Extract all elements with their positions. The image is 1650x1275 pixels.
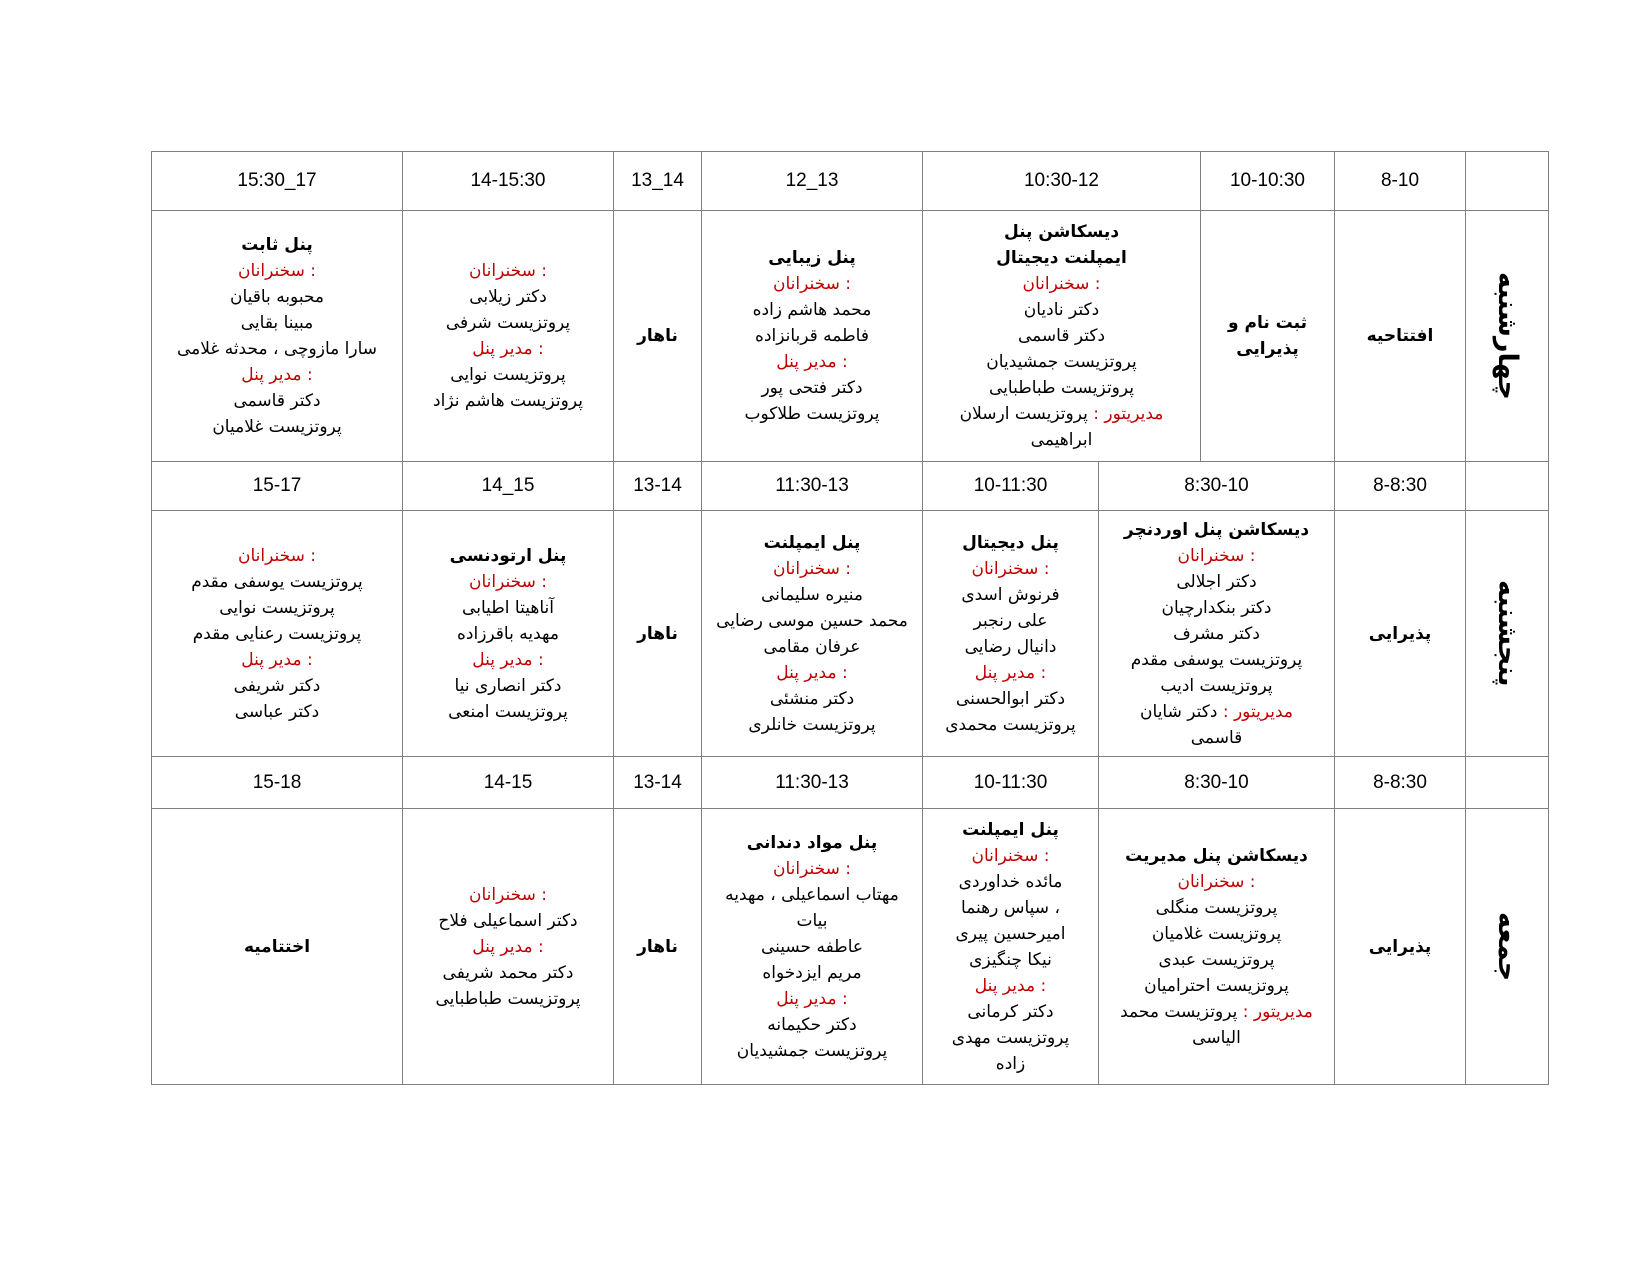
session-cell xyxy=(1098,510,1335,757)
time-header-cell xyxy=(701,461,923,511)
session-cell xyxy=(922,210,1201,462)
session-cell xyxy=(1334,210,1466,462)
speaker-name: مهدیه باقرزاده xyxy=(457,623,559,644)
time-header-cell xyxy=(402,461,614,511)
speakers-label: سخنرانان : xyxy=(773,274,851,294)
speaker-name: عرفان مقامی xyxy=(763,636,861,657)
time-label: 12_13 xyxy=(785,170,839,191)
session-title: ناهار xyxy=(637,326,678,346)
speaker-name: نیکا چنگیزی xyxy=(969,949,1052,970)
panel-manager-label: مدیر پنل : xyxy=(776,662,848,683)
session-cell xyxy=(613,808,702,1085)
speakers-label: سخنرانان : xyxy=(971,845,1050,866)
panel-manager-name: پروتزیست غلامیان xyxy=(212,417,342,437)
session-cell xyxy=(922,808,1099,1085)
time-header-cell xyxy=(151,756,403,809)
panel-manager-name: پروتزیست هاشم نژاد xyxy=(433,391,583,411)
time-header-cell xyxy=(151,461,403,511)
speaker-name: دکتر اجلالی xyxy=(1176,571,1257,592)
session-cell xyxy=(1200,210,1335,462)
speakers-label: سخنرانان : xyxy=(469,261,547,281)
session-title: ایمپلنت دیجیتال xyxy=(996,248,1127,268)
session-title: پنل ایمپلنت xyxy=(962,819,1059,840)
speakers-label: سخنرانان : xyxy=(469,884,547,905)
session-title: پذیرایی xyxy=(1236,339,1299,359)
session-title: پنل ارتودنسی xyxy=(449,545,567,566)
session-cell xyxy=(922,510,1099,757)
moderator-label: مدیریتور : xyxy=(1093,404,1164,424)
speaker-name: دکتر بنکدارچیان xyxy=(1161,597,1272,618)
session-cell xyxy=(1334,510,1466,757)
panel-manager-name: دکتر انصاری نیا xyxy=(454,675,562,696)
time-label: 14-15:30 xyxy=(470,170,546,191)
time-header-cell xyxy=(1098,756,1335,809)
moderator-line xyxy=(1140,699,1293,725)
session-title: ناهار xyxy=(637,936,678,957)
session-title: دیسکاشن پنل اوردنچر xyxy=(1123,519,1310,540)
speaker-name: پروتزیست رعنایی مقدم xyxy=(192,623,362,644)
speakers-label: سخنرانان : xyxy=(1177,871,1256,892)
time-label: 8-10 xyxy=(1380,170,1420,191)
time-label: 13_14 xyxy=(631,170,684,191)
session-cell xyxy=(151,808,403,1085)
speaker-name: پروتزیست ادیب xyxy=(1160,675,1273,696)
panel-manager-name: دکتر عباسی xyxy=(234,701,320,722)
panel-manager-name: دکتر ابوالحسنی xyxy=(955,688,1066,709)
speaker-name: دانیال رضایی xyxy=(964,636,1057,657)
time-label: 8-8:30 xyxy=(1373,771,1427,793)
moderator-label: مدیریتور : xyxy=(1242,1001,1313,1022)
speaker-name: پروتزیست احترامیان xyxy=(1144,975,1289,996)
speaker-name: دکتر زیلابی xyxy=(469,287,547,307)
speakers-label: سخنرانان : xyxy=(1022,274,1101,294)
panel-manager-label: مدیر پنل : xyxy=(241,649,313,670)
panel-manager-name: پروتزیست امنعی xyxy=(448,701,568,722)
time-header-cell xyxy=(613,151,702,211)
time-header-cell xyxy=(1334,151,1466,211)
time-header-cell xyxy=(613,461,702,511)
time-header-cell xyxy=(151,151,403,211)
session-cell xyxy=(402,510,614,757)
session-cell xyxy=(701,808,923,1085)
time-label: 14_15 xyxy=(481,475,535,496)
session-title: پذیرایی xyxy=(1368,623,1432,644)
time-header-cell xyxy=(1098,461,1335,511)
session-title: پنل ایمپلنت xyxy=(763,532,861,553)
speaker-name: پروتزیست نوایی xyxy=(219,597,335,618)
session-cell xyxy=(402,210,614,462)
moderator-name: پروتزیست محمد xyxy=(1120,1001,1238,1022)
speaker-name: پروتزیست غلامیان xyxy=(1151,923,1282,944)
time-label: 10-11:30 xyxy=(973,771,1048,793)
panel-manager-name: دکتر فتحی پور xyxy=(761,378,863,398)
speaker-name: دکتر نادیان xyxy=(1023,300,1100,320)
day-cell xyxy=(1465,808,1549,1085)
panel-manager-name: دکتر محمد شریفی xyxy=(442,962,574,983)
session-cell xyxy=(151,510,403,757)
panel-manager-label: مدیر پنل : xyxy=(776,988,848,1009)
panel-manager-name: پروتزیست خانلری xyxy=(748,714,876,735)
moderator-name: ابراهیمی xyxy=(1030,430,1093,450)
panel-manager-label: مدیر پنل : xyxy=(472,936,544,957)
time-header-cell xyxy=(922,461,1099,511)
time-label: 13-14 xyxy=(633,771,682,793)
speaker-name: فرنوش اسدی xyxy=(961,584,1060,605)
time-label: 13-14 xyxy=(633,475,682,496)
panel-manager-label: مدیر پنل : xyxy=(472,339,544,359)
session-cell xyxy=(402,808,614,1085)
session-title: پذیرایی xyxy=(1368,936,1432,957)
session-title: دیسکاشن پنل مدیریت xyxy=(1125,845,1308,866)
speaker-name: مریم ایزدخواه xyxy=(762,962,862,983)
speaker-name: پروتزیست طباطبایی xyxy=(988,378,1134,398)
panel-manager-label: مدیر پنل : xyxy=(472,649,544,670)
time-label: 15:30_17 xyxy=(237,170,317,191)
speaker-name: علی رنجبر xyxy=(973,610,1048,631)
speakers-label: سخنرانان : xyxy=(469,571,547,592)
speaker-name: فاطمه قربانزاده xyxy=(755,326,869,346)
panel-manager-name: پروتزیست مهدی xyxy=(951,1027,1070,1048)
time-header-cell xyxy=(402,756,614,809)
speaker-name: عاطفه حسینی xyxy=(760,936,864,957)
session-cell xyxy=(1334,808,1466,1085)
speakers-label: سخنرانان : xyxy=(971,558,1050,579)
day-header-blank xyxy=(1465,756,1549,809)
time-header-cell xyxy=(922,756,1099,809)
time-header-cell xyxy=(402,151,614,211)
day-header-blank xyxy=(1465,151,1549,211)
time-label: 8-8:30 xyxy=(1373,475,1427,496)
time-header-cell xyxy=(1334,461,1466,511)
panel-manager-name: پروتزیست محمدی xyxy=(945,714,1076,735)
panel-manager-name: دکتر کرمانی xyxy=(967,1001,1054,1022)
session-cell xyxy=(1098,808,1335,1085)
speaker-name: دکتر مشرف xyxy=(1173,623,1260,644)
day-label: جمعه xyxy=(1492,911,1523,982)
time-label: 11:30-13 xyxy=(775,475,849,496)
session-title: ناهار xyxy=(637,623,678,644)
day-label: چهارشنبه xyxy=(1492,272,1523,400)
day-cell xyxy=(1465,510,1549,757)
speaker-name: مبینا بقایی xyxy=(240,313,314,333)
time-label: 11:30-13 xyxy=(775,771,849,793)
time-label: 10-11:30 xyxy=(973,475,1048,496)
panel-manager-name: دکتر شریفی xyxy=(233,675,321,696)
panel-manager-name: پروتزیست طباطبایی xyxy=(435,988,581,1009)
panel-manager-name: پروتزیست جمشیدیان xyxy=(736,1040,888,1061)
moderator-name: الیاسی xyxy=(1192,1027,1241,1048)
speakers-label: سخنرانان : xyxy=(238,261,316,281)
panel-manager-name: پروتزیست نوایی xyxy=(450,365,566,385)
panel-manager-name: پروتزیست طلاکوب xyxy=(744,404,880,424)
day-cell xyxy=(1465,210,1549,462)
speakers-label: سخنرانان : xyxy=(773,858,851,879)
moderator-name: قاسمی xyxy=(1190,727,1243,748)
time-label: 10:30-12 xyxy=(1023,170,1099,191)
time-label: 8:30-10 xyxy=(1184,771,1249,793)
panel-manager-label: مدیر پنل : xyxy=(776,352,848,372)
session-title: اختتامیه xyxy=(243,936,311,957)
schedule-table xyxy=(151,151,1548,1084)
session-cell xyxy=(613,210,702,462)
panel-manager-name: دکتر منشئی xyxy=(769,688,855,709)
session-title: افتتاحیه xyxy=(1366,326,1434,346)
session-title: پنل دیجیتال xyxy=(962,532,1059,553)
speaker-name: پروتزیست عبدی xyxy=(1158,949,1275,970)
day-header-blank xyxy=(1465,461,1549,511)
speakers-label: سخنرانان : xyxy=(238,545,316,566)
time-label: 8:30-10 xyxy=(1184,475,1249,496)
speakers-label: سخنرانان : xyxy=(773,558,851,579)
panel-manager-name: زاده xyxy=(995,1053,1026,1074)
day-label: پنجشنبه xyxy=(1492,580,1523,687)
panel-manager-label: مدیر پنل : xyxy=(974,662,1047,683)
panel-manager-name: دکتر قاسمی xyxy=(233,391,321,411)
session-title: پنل زیبایی xyxy=(768,248,856,268)
speaker-name: دکتر قاسمی xyxy=(1017,326,1106,346)
speaker-name: محمد هاشم زاده xyxy=(752,300,872,320)
time-label: 15-17 xyxy=(252,475,302,496)
moderator-line xyxy=(1120,999,1313,1025)
time-header-cell xyxy=(613,756,702,809)
panel-manager-label: مدیر پنل : xyxy=(241,365,313,385)
moderator-line xyxy=(960,401,1164,427)
time-header-cell xyxy=(1334,756,1466,809)
session-title: پنل مواد دندانی xyxy=(746,832,878,853)
time-header-cell xyxy=(701,756,923,809)
session-title: دیسکاشن پنل xyxy=(1003,222,1120,242)
moderator-name: دکتر شایان xyxy=(1140,701,1218,722)
time-header-cell xyxy=(701,151,923,211)
session-cell xyxy=(613,510,702,757)
panel-manager-label: مدیر پنل : xyxy=(974,975,1047,996)
speaker-name: محمد حسین موسی رضایی xyxy=(716,610,908,631)
session-title: ثبت نام و xyxy=(1228,313,1307,333)
time-header-cell xyxy=(1200,151,1335,211)
speaker-name: پروتزیست شرفی xyxy=(445,313,571,333)
session-cell xyxy=(151,210,403,462)
speaker-name: پروتزیست یوسفی مقدم xyxy=(1130,649,1303,670)
speaker-name: پروتزیست جمشیدیان xyxy=(986,352,1137,372)
speaker-name: منیره سلیمانی xyxy=(761,584,863,605)
speaker-name: محبوبه باقیان xyxy=(229,287,325,307)
session-cell xyxy=(701,210,923,462)
moderator-name: پروتزیست ارسلان xyxy=(959,404,1088,424)
moderator-label: مدیریتور : xyxy=(1222,701,1293,722)
time-label: 14-15 xyxy=(483,771,533,793)
speaker-name: بیات xyxy=(796,910,828,931)
time-header-cell xyxy=(922,151,1201,211)
speakers-label: سخنرانان : xyxy=(1177,545,1256,566)
panel-manager-name: دکتر حکیمانه xyxy=(767,1014,857,1035)
speaker-name: امیرحسین پیری xyxy=(955,923,1066,944)
speaker-name: پروتزیست منگلی xyxy=(1155,897,1278,918)
speaker-name: مهتاب اسماعیلی ، مهدیه xyxy=(725,884,899,905)
speaker-name: دکتر اسماعیلی فلاح xyxy=(438,910,578,931)
speaker-name: مائده خداوردی xyxy=(958,871,1063,892)
session-cell xyxy=(701,510,923,757)
speaker-name: پروتزیست یوسفی مقدم xyxy=(191,571,363,592)
time-label: 15-18 xyxy=(252,771,302,793)
time-label: 10-10:30 xyxy=(1229,170,1305,191)
speaker-name: سارا مازوچی ، محدثه غلامی xyxy=(177,339,377,359)
speaker-name: سپاس رهنما ، xyxy=(961,897,1060,918)
session-title: پنل ثابت xyxy=(241,235,313,255)
speaker-name: آناهیتا اطیابی xyxy=(462,597,554,618)
